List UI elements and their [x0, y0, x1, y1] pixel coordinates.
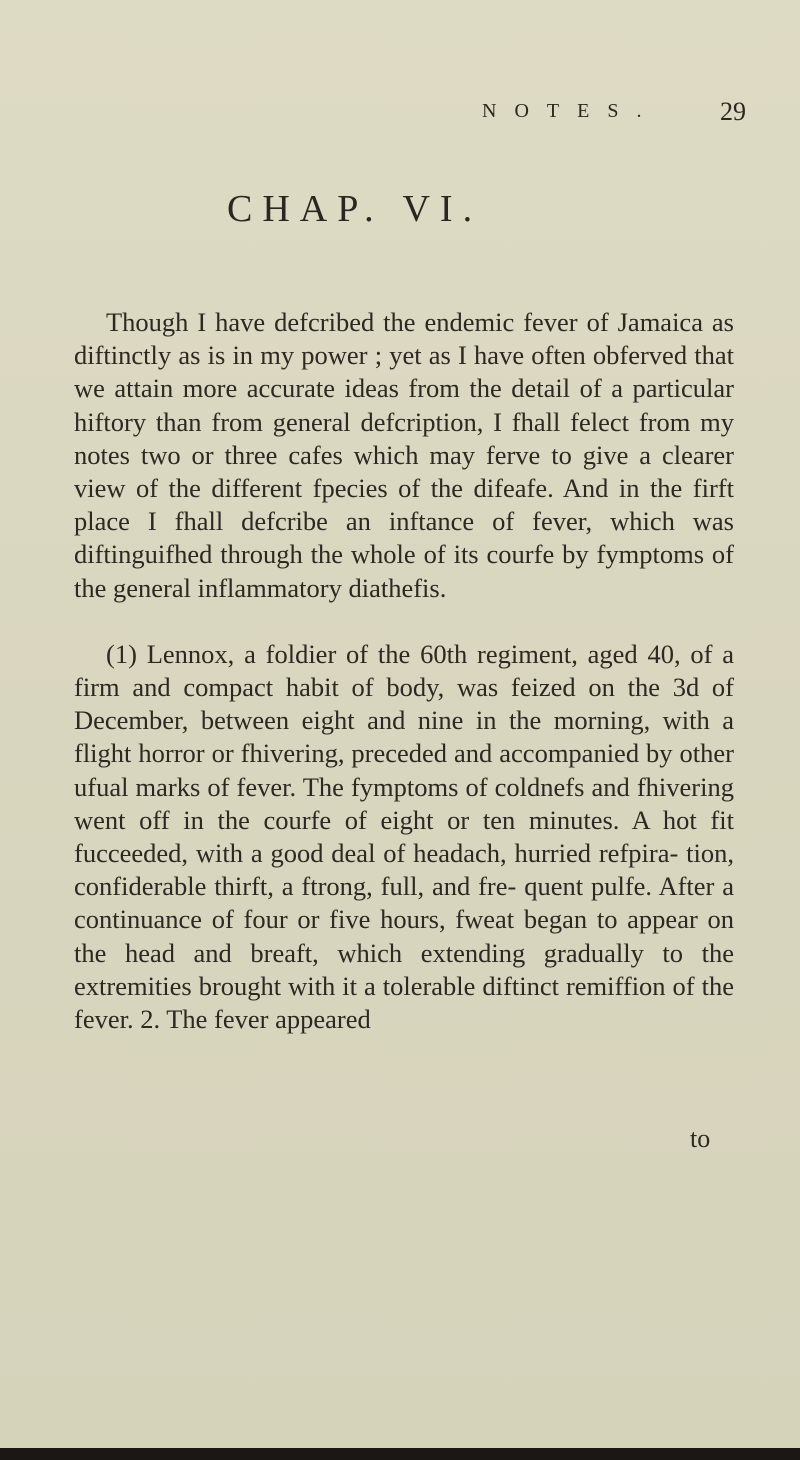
catchword: to	[690, 1124, 711, 1153]
chapter-title: CHAP. VI.	[227, 188, 483, 230]
paragraph-case-1: (1) Lennox, a foldier of the 60th regiment, aged 40, of a firm and compact habit of body, was feized on the 3d of December, between eight and nine in the morning, with a flight horror or fhivering, preceded and accompanied by other ufual marks of fever. The fymptoms of coldnefs and fhivering went off in the courfe of eight or ten minutes. A hot fit fucceeded, with a good deal of headach, hurried refpira- tion, confiderable thirft, a ftrong, full, and fre- quent pulfe. After a continuance of four or five hours, fweat began to appear on the head and breaft, which extending gradually to the extremities brought with it a tolerable diftinct remiffion of the fever. 2. The fever appeared	[74, 638, 734, 1035]
body-text	[74, 306, 734, 1036]
page-number: 29	[720, 97, 746, 126]
running-head: NOTES.	[482, 100, 660, 122]
paragraph-intro: Though I have defcribed the endemic fever of Jamaica as diftinctly as is in my power ; yet as I have often obferved that we attain more accurate ideas from the detail of a particular hiftory than from general defcription, I fhall felect from my notes two or three cafes which may ferve to give a clearer view of the different fpecies of the difeafe. And in the firft place I fhall defcribe an inftance of fever, which was diftinguifhed through the whole of its courfe by fymptoms of the general inflammatory diathefis.	[74, 307, 734, 603]
bottom-edge-shadow	[0, 1448, 800, 1460]
